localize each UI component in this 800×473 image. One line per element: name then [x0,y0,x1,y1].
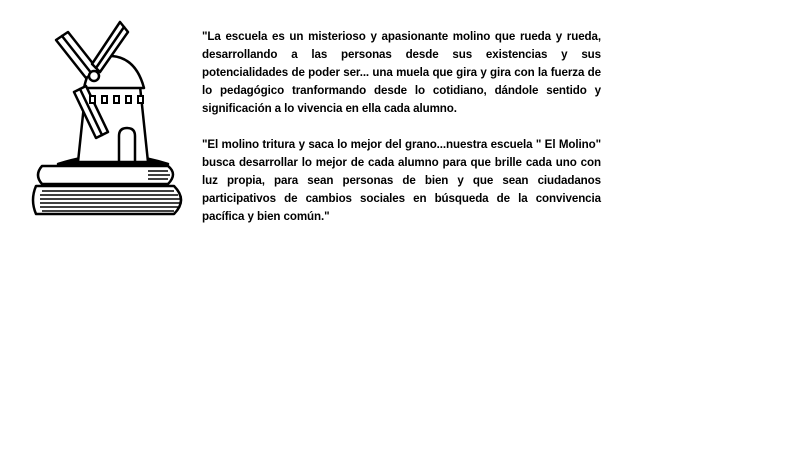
quote-paragraph-2: "El molino tritura y saca lo mejor del grano...nuestra escuela " El Molino" busca desarrollar lo mejor de cada alumno para que brille cada uno con luz propia, para sean personas de bien y que sean ciudadanos participativos de cambios sociales en búsqueda de la convivencia pacífica y bien común." [202,138,601,223]
quote-text-block [202,28,601,244]
quote-paragraph-1: "La escuela es un misterioso y apasionante molino que rueda y rueda, desarrollando a las personas desde sus existencias y sus potencialidades de poder ser... una muela que gira y gira con la fuerza de lo pedagógico tranformando desde lo cotidiano, dándole sentido y significación a lo vivencia en ella cada alumno. [202,30,601,115]
windmill-logo-icon [28,14,188,219]
